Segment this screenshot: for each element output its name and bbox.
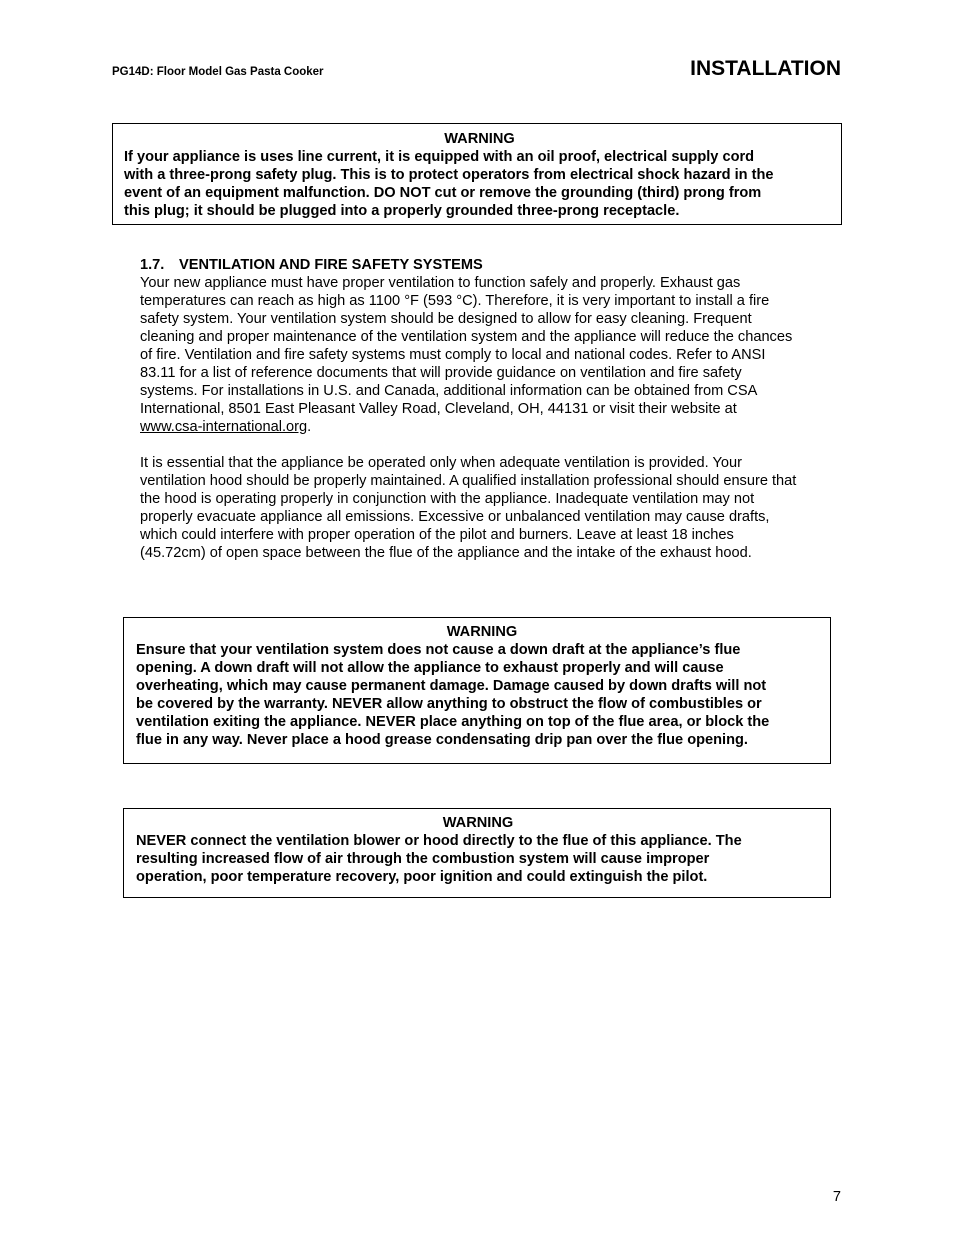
warning-box-blower <box>123 808 831 898</box>
paragraph-line: (45.72cm) of open space between the flue of the appliance and the intake of the exhaust hood. <box>140 545 752 561</box>
section-title: INSTALLATION <box>690 57 841 80</box>
paragraph-line: systems. For installations in U.S. and Canada, additional information can be obtained from CSA <box>140 383 758 399</box>
paragraph-line: of fire. Ventilation and fire safety systems must comply to local and national codes. Refer to ANSI <box>140 347 766 363</box>
paragraph-line: which could interfere with proper operation of the pilot and burners. Leave at least 18 inches <box>140 527 734 543</box>
paragraph-line: temperatures can reach as high as 1100 °F (593 °C). Therefore, it is very important to install a fire <box>140 293 770 309</box>
page-number: 7 <box>832 1189 841 1205</box>
warning-text-line: be covered by the warranty. NEVER allow anything to obstruct the flow of combustibles or <box>136 696 762 712</box>
paragraph-line: Your new appliance must have proper ventilation to function safely and properly. Exhaust gas <box>140 275 741 291</box>
paragraph-line: International, 8501 East Pleasant Valley Road, Cleveland, OH, 44131 or visit their website at <box>140 401 737 417</box>
paragraph-line: 83.11 for a list of reference documents that will provide guidance on ventilation and fire safety <box>140 365 742 381</box>
warning-text-line: resulting increased flow of air through the combustion system will cause improper <box>136 851 710 867</box>
warning-text-line: NEVER connect the ventilation blower or hood directly to the flue of this appliance. The <box>136 833 742 849</box>
warning-text-line: Ensure that your ventilation system does not cause a down draft at the appliance’s flue <box>136 642 741 658</box>
paragraph-line: properly evacuate appliance all emissions. Excessive or unbalanced ventilation may cause drafts, <box>140 509 770 525</box>
paragraph-spacer <box>140 436 848 454</box>
warning-text-line: event of an equipment malfunction. DO NOT cut or remove the grounding (third) prong from <box>124 185 762 201</box>
paragraph-ventilation <box>140 274 848 436</box>
warning-text-line: this plug; it should be plugged into a properly grounded three-prong receptacle. <box>124 203 680 219</box>
ventilation-section <box>140 256 848 562</box>
warning-text-line: operation, poor temperature recovery, poor ignition and could extinguish the pilot. <box>136 869 708 885</box>
warning-box-electrical <box>112 123 842 225</box>
warning-title: WARNING <box>446 624 518 640</box>
warning-text-line: ventilation exiting the appliance. NEVER place anything on top of the flue area, or block the <box>136 714 770 730</box>
csa-website-link[interactable]: www.csa-international.org <box>140 419 308 435</box>
warning-title: WARNING <box>442 815 514 831</box>
paragraph-line: It is essential that the appliance be operated only when adequate ventilation is provided. Your <box>140 455 743 471</box>
paragraph-line <box>140 418 848 436</box>
section-heading-text: VENTILATION AND FIRE SAFETY SYSTEMS <box>179 257 483 273</box>
document-title: PG14D: Floor Model Gas Pasta Cooker <box>112 66 324 78</box>
warning-box-down-draft <box>123 617 831 764</box>
warning-text-line: flue in any way. Never place a hood grease condensating drip pan over the flue opening. <box>136 732 748 748</box>
section-number: 1.7. <box>140 257 165 273</box>
paragraph-adequate-ventilation <box>140 454 848 562</box>
paragraph-line: the hood is operating properly in conjunction with the appliance. Inadequate ventilation may not <box>140 491 755 507</box>
link-suffix: . <box>307 419 312 435</box>
warning-text-line: If your appliance is uses line current, it is equipped with an oil proof, electrical supply cord <box>124 149 755 165</box>
warning-text-line: opening. A down draft will not allow the appliance to exhaust properly and will cause <box>136 660 724 676</box>
paragraph-line: cleaning and proper maintenance of the ventilation system and the appliance will reduce the chances <box>140 329 793 345</box>
warning-text-line: with a three-prong safety plug. This is to protect operators from electrical shock hazard in the <box>124 167 774 183</box>
paragraph-line: ventilation hood should be properly maintained. A qualified installation professional should ensure that <box>140 473 797 489</box>
warning-title: WARNING <box>444 131 515 147</box>
paragraph-line: safety system. Your ventilation system should be designed to allow for easy cleaning. Frequent <box>140 311 752 327</box>
section-heading <box>140 256 848 274</box>
warning-text-line: overheating, which may cause permanent damage. Damage caused by down drafts will not <box>136 678 767 694</box>
